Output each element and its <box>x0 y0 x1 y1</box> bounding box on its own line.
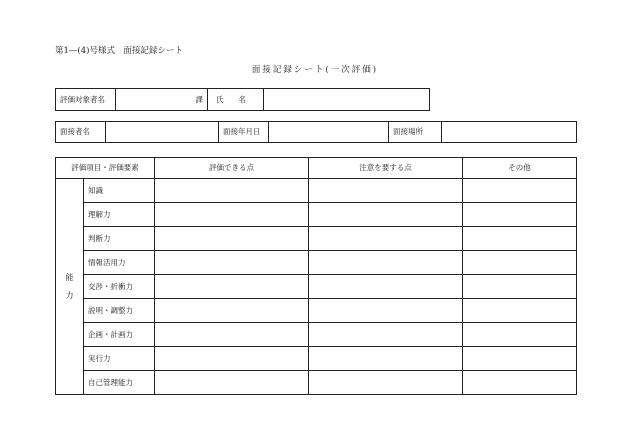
subject-label: 評価対象者名 <box>56 89 116 111</box>
other-field[interactable] <box>463 227 577 251</box>
other-field[interactable] <box>463 275 577 299</box>
table-row <box>56 227 577 251</box>
item-label: 判断力 <box>84 227 155 251</box>
subject-name-field[interactable] <box>264 89 430 111</box>
caution-points-field[interactable] <box>309 179 463 203</box>
header-good-points: 評価できる点 <box>155 158 309 179</box>
table-row <box>56 347 577 371</box>
header-caution-points: 注意を要する点 <box>309 158 463 179</box>
other-field[interactable] <box>463 203 577 227</box>
other-field[interactable] <box>463 371 577 395</box>
good-points-field[interactable] <box>155 203 309 227</box>
evaluation-table <box>55 157 577 395</box>
good-points-field[interactable] <box>155 227 309 251</box>
interview-place-label: 面接場所 <box>389 122 442 143</box>
other-field[interactable] <box>463 347 577 371</box>
subject-dept-cell[interactable] <box>116 89 208 111</box>
other-field[interactable] <box>463 323 577 347</box>
caution-points-field[interactable] <box>309 251 463 275</box>
interview-date-label: 面接年月日 <box>219 122 269 143</box>
table-row <box>56 371 577 395</box>
table-row <box>56 323 577 347</box>
caution-points-field[interactable] <box>309 203 463 227</box>
category-label: 能 力 <box>65 272 74 300</box>
table-row <box>56 251 577 275</box>
item-label: 交渉・折衝力 <box>84 275 155 299</box>
item-label: 知識 <box>84 179 155 203</box>
interview-date-field[interactable] <box>269 122 389 143</box>
good-points-field[interactable] <box>155 371 309 395</box>
caution-points-field[interactable] <box>309 227 463 251</box>
caution-points-field[interactable] <box>309 347 463 371</box>
interviewer-table <box>55 121 577 143</box>
good-points-field[interactable] <box>155 347 309 371</box>
interviewer-name-field[interactable] <box>106 122 219 143</box>
interviewer-label: 面接者名 <box>56 122 106 143</box>
other-field[interactable] <box>463 179 577 203</box>
table-row <box>56 179 577 203</box>
caution-points-field[interactable] <box>309 323 463 347</box>
caution-points-field[interactable] <box>309 299 463 323</box>
item-label: 企画・計画力 <box>84 323 155 347</box>
header-other: その他 <box>463 158 577 179</box>
good-points-field[interactable] <box>155 299 309 323</box>
item-label: 実行力 <box>84 347 155 371</box>
table-row <box>56 275 577 299</box>
table-row <box>56 299 577 323</box>
caution-points-field[interactable] <box>309 275 463 299</box>
form-number: 第1―(4)号様式 面接記録シート <box>55 46 183 56</box>
form-title: 面接記録シート(一次評価) <box>251 65 379 75</box>
item-label: 説明・調整力 <box>84 299 155 323</box>
evaluation-header-row <box>56 158 577 179</box>
good-points-field[interactable] <box>155 323 309 347</box>
subject-table <box>55 88 430 111</box>
item-label: 自己管理能力 <box>84 371 155 395</box>
item-label: 情報活用力 <box>84 251 155 275</box>
other-field[interactable] <box>463 251 577 275</box>
category-ability <box>56 179 84 395</box>
table-row <box>56 203 577 227</box>
interview-place-field[interactable] <box>442 122 577 143</box>
good-points-field[interactable] <box>155 251 309 275</box>
good-points-field[interactable] <box>155 179 309 203</box>
good-points-field[interactable] <box>155 275 309 299</box>
item-label: 理解力 <box>84 203 155 227</box>
caution-points-field[interactable] <box>309 371 463 395</box>
header-evaluation-item: 評価項目・評価要素 <box>56 158 155 179</box>
name-label: 氏 名 <box>208 89 264 111</box>
dept-label: 課 <box>195 94 203 104</box>
other-field[interactable] <box>463 299 577 323</box>
